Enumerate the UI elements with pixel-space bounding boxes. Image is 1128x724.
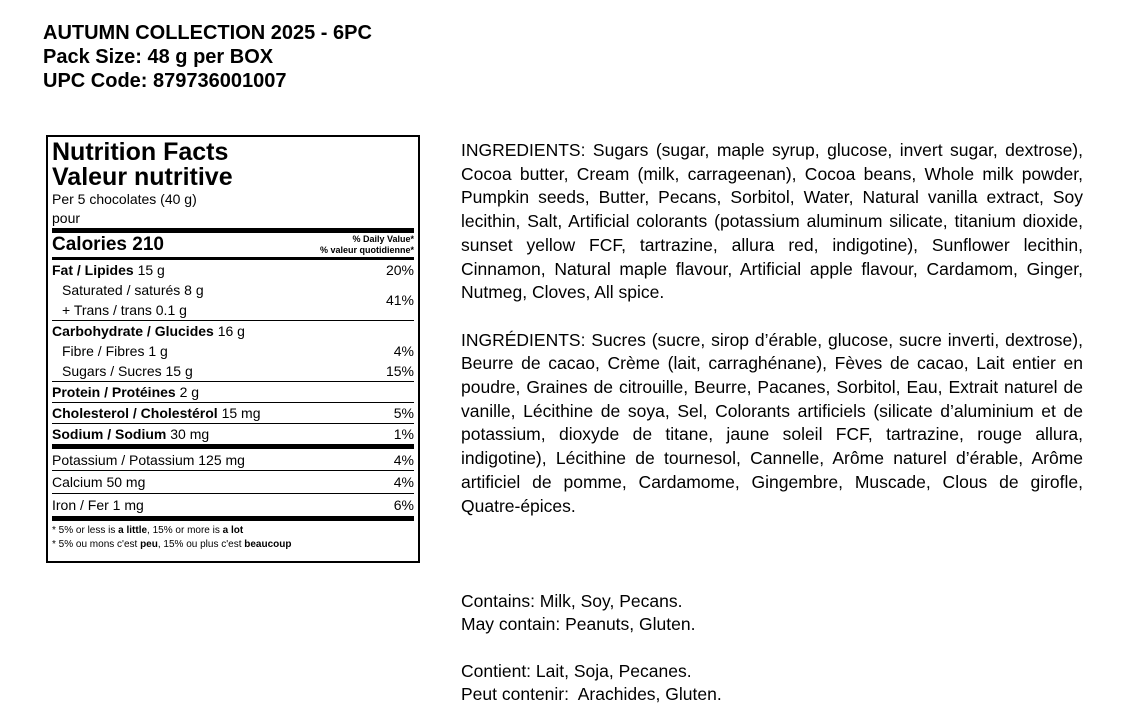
nutrition-facts-table: [46, 135, 420, 563]
sodium-label: Sodium / Sodium: [52, 426, 167, 442]
daily-value-header: [320, 234, 414, 256]
product-title: AUTUMN COLLECTION 2025 - 6PC: [43, 22, 372, 44]
contains-fr: Contient: Lait, Soja, Pecanes.: [461, 661, 692, 681]
contains-en: Contains: Milk, Soy, Pecans.: [461, 591, 683, 611]
sodium-amount: 30 mg: [170, 426, 210, 442]
potassium-row: [52, 449, 414, 470]
calcium-row: [52, 471, 414, 493]
iron-dv: 6%: [393, 497, 414, 513]
iron-row: [52, 494, 414, 516]
sugars-label: Sugars / Sucres 15 g: [62, 363, 193, 379]
cholesterol-amount: 15 mg: [221, 405, 261, 421]
cholesterol-row: [52, 403, 414, 423]
fat-dv: 20%: [385, 262, 414, 278]
potassium-label: Potassium / Potassium 125 mg: [52, 451, 245, 468]
sodium-dv: 1%: [393, 426, 414, 442]
protein-label: Protein / Protéines: [52, 384, 176, 400]
calcium-dv: 4%: [393, 474, 414, 490]
sugars-row: [52, 361, 414, 381]
carb-row: [52, 321, 414, 341]
saturated-row: Saturated / saturés 8 g: [62, 282, 204, 298]
pack-size: Pack Size: 48 g per BOX: [43, 46, 274, 68]
ingredients-block: [461, 139, 1083, 518]
serving-size-en: Per 5 chocolates (40 g): [52, 191, 197, 207]
footnote-fr: * 5% ou mons c'est peu, 15% ou plus c'est beaucoup: [52, 539, 292, 550]
fat-row: [52, 260, 414, 280]
cholesterol-label: Cholesterol / Cholestérol: [52, 405, 218, 421]
sat-trans-group: [52, 280, 414, 320]
may-contain-fr: Peut contenir: Arachides, Gluten.: [461, 684, 722, 704]
sat-trans-dv: 41%: [385, 292, 414, 308]
iron-label: Iron / Fer 1 mg: [52, 497, 144, 513]
ingredients-fr: INGRÉDIENTS: Sucres (sucre, sirop d’érable, glucose, sucre inverti, dextrose), Beurre de cacao, Crème (lait, carraghénane), Fèves de cacao, Lait entier en poudre, Graines de citrouille, Beurre, Pacanes, Sorbitol, Eau, Extrait naturel de vanille, Lécithine de soya, Sel, Colorants artificiels (silicate d’aluminium et de potassium, dioxyde de titane, jaune soleil FCF, tartrazine, rouge allura, indigotine), Lécithine de tournesol, Cannelle, Arôme naturel d’érable, Arôme artificiel de pomme, Cardamome, Gingembre, Muscade, Clous de girofle, Quatre-épices.: [461, 329, 1083, 516]
fat-amount: 15 g: [137, 262, 165, 278]
carb-label: Carbohydrate / Glucides: [52, 323, 214, 339]
ingredients-en: INGREDIENTS: Sugars (sugar, maple syrup, glucose, invert sugar, dextrose), Cocoa butter, Cream (milk, carrageenan), Cocoa beans, Whole milk powder, Pumpkin seeds, Butter, Pecans, Sorbitol, Water, Natural vanilla extract, Soy lecithin, Salt, Artificial colorants (potassium aluminum silicate, titanium dioxide, sunset yellow FCF, tartrazine, allura red, indigotine), Sunflower lecithin, Cinnamon, Natural maple flavour, Artificial apple flavour, Cardamom, Ginger, Nutmeg, Cloves, All spice.: [461, 140, 1083, 303]
carb-amount: 16 g: [217, 323, 245, 339]
fibre-dv: 4%: [393, 343, 414, 359]
calories-row: [52, 233, 414, 257]
trans-row: + Trans / trans 0.1 g: [62, 302, 187, 318]
sugars-dv: 15%: [385, 363, 414, 379]
calories-label: Calories 210: [52, 234, 164, 255]
nutrition-title-en: Nutrition Facts: [52, 138, 229, 166]
product-header: [43, 21, 372, 93]
sodium-row: [52, 424, 414, 444]
fibre-label: Fibre / Fibres 1 g: [62, 343, 168, 359]
protein-row: [52, 382, 414, 402]
may-contain-en: May contain: Peanuts, Gluten.: [461, 614, 696, 634]
upc-code: UPC Code: 879736001007: [43, 70, 287, 92]
potassium-dv: 4%: [393, 451, 414, 468]
footnote-en: * 5% or less is a little, 15% or more is a lot: [52, 525, 244, 536]
calcium-label: Calcium 50 mg: [52, 474, 146, 490]
protein-amount: 2 g: [179, 384, 200, 400]
dv-header-fr: % valeur quotidienne*: [319, 245, 414, 255]
dv-header-en: % Daily Value*: [352, 234, 414, 244]
cholesterol-dv: 5%: [393, 405, 414, 421]
nutrition-title-fr: Valeur nutritive: [52, 163, 233, 191]
fat-label: Fat / Lipides: [52, 262, 134, 278]
footnote: [52, 521, 414, 552]
fibre-row: [52, 341, 414, 361]
serving-size-fr: pour: [52, 210, 81, 226]
